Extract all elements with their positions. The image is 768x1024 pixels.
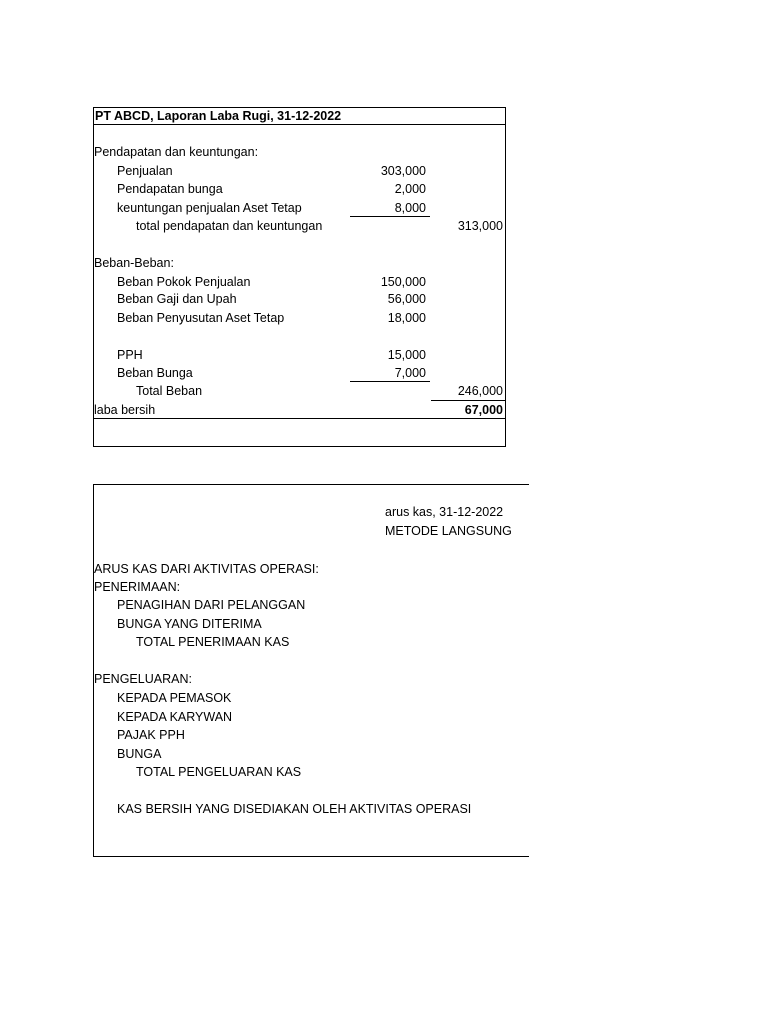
subtotal-underline xyxy=(350,216,430,217)
revenue-total-value: 313,000 xyxy=(457,219,503,233)
expense-item-value: 15,000 xyxy=(387,348,426,362)
expense-item-label: Beban Penyusutan Aset Tetap xyxy=(117,311,285,325)
revenue-item-label: Penjualan xyxy=(117,164,173,178)
expense-item-label: Beban Bunga xyxy=(117,366,193,380)
payment-item: KEPADA PEMASOK xyxy=(117,691,232,705)
footer-divider xyxy=(93,418,506,419)
expense-total-value: 246,000 xyxy=(457,384,503,398)
net-income-value: 67,000 xyxy=(464,403,503,417)
receipt-item: BUNGA YANG DITERIMA xyxy=(117,617,262,631)
expense-total-label: Total Beban xyxy=(136,384,203,398)
revenue-total-label: total pendapatan dan keuntungan xyxy=(136,219,323,233)
revenue-item-value: 2,000 xyxy=(394,182,426,196)
receipts-total: TOTAL PENERIMAAN KAS xyxy=(136,635,290,649)
expense-item-label: Beban Pokok Penjualan xyxy=(117,275,251,289)
net-cash-label: KAS BERSIH YANG DISEDIAKAN OLEH AKTIVITAS OPERASI xyxy=(117,802,472,816)
expense-header: Beban-Beban: xyxy=(94,256,174,270)
expense-item-value: 150,000 xyxy=(380,275,426,289)
revenue-item-value: 8,000 xyxy=(394,201,426,215)
expense-item-label: PPH xyxy=(117,348,143,362)
expense-item-value: 7,000 xyxy=(394,366,426,380)
receipts-header: PENERIMAAN: xyxy=(94,580,181,594)
income-statement-title: PT ABCD, Laporan Laba Rugi, 31-12-2022 xyxy=(95,109,342,123)
subtotal-underline xyxy=(350,381,430,382)
net-income-label: laba bersih xyxy=(94,403,156,417)
payments-header: PENGELUARAN: xyxy=(94,672,192,686)
revenue-header: Pendapatan dan keuntungan: xyxy=(94,145,259,159)
cash-flow-title: arus kas, 31-12-2022 xyxy=(385,505,504,519)
total-underline xyxy=(431,400,506,401)
revenue-item-value: 303,000 xyxy=(380,164,426,178)
revenue-item-label: Pendapatan bunga xyxy=(117,182,223,196)
receipt-item: PENAGIHAN DARI PELANGGAN xyxy=(117,598,306,612)
operating-section-header: ARUS KAS DARI AKTIVITAS OPERASI: xyxy=(94,562,319,576)
payment-item: KEPADA KARYWAN xyxy=(117,710,233,724)
title-divider xyxy=(93,124,506,125)
payment-item: PAJAK PPH xyxy=(117,728,185,742)
payments-total: TOTAL PENGELUARAN KAS xyxy=(136,765,302,779)
expense-item-label: Beban Gaji dan Upah xyxy=(117,292,237,306)
expense-item-value: 56,000 xyxy=(387,292,426,306)
revenue-item-label: keuntungan penjualan Aset Tetap xyxy=(117,201,302,215)
expense-item-value: 18,000 xyxy=(387,311,426,325)
cash-flow-subtitle: METODE LANGSUNG xyxy=(385,524,512,538)
payment-item: BUNGA xyxy=(117,747,162,761)
